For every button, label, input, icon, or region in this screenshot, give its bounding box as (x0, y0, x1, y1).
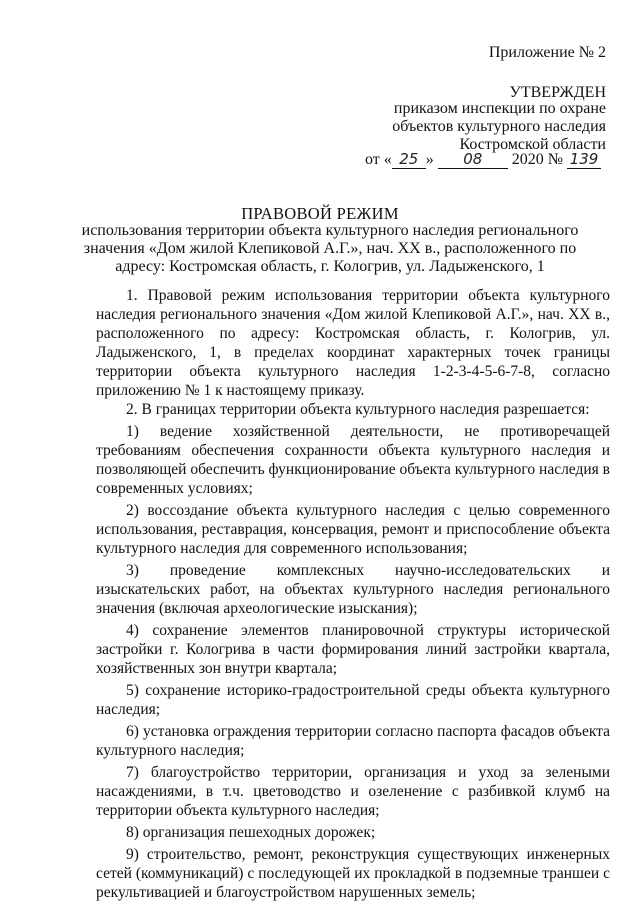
approved-stamp-text: УТВЕРЖДЕН (509, 84, 606, 101)
list-item: 2) воссоздание объекта культурного наследия с целью современного использования, реставрация, консервация, ремонт и приспособление объекта культурного наследия для современного использования; (96, 502, 610, 557)
appendix-label: Приложение № 2 (488, 44, 606, 61)
date-day-blank (392, 150, 426, 169)
date-day: 25 (399, 150, 419, 168)
list-item: 6) установка ограждения территории согласно паспорта фасадов объекта культурного наследия; (96, 723, 610, 759)
paragraph-2: 2. В границах территории объекта культурного наследия разрешается: (126, 401, 590, 418)
order-number: 139 (569, 150, 599, 168)
list-item: 5) сохранение историко-градостроительной среды объекта культурного наследия; (96, 682, 610, 718)
date-mid: » (425, 151, 434, 168)
list-item: 3) проведение комплексных научно-исследовательских и изыскательских работ, на объектах культурного наследия регионального значения (включая археологические изыскания); (96, 562, 610, 617)
list-item: 1) ведение хозяйственной деятельности, не противоречащей требованиям обеспечения сохранности объекта культурного наследия и позволяющей обеспечить функционирование объекта культурного наследия в современных условиях; (96, 423, 610, 497)
paragraph-1: 1. Правовой режим использования территории объекта культурного наследия регионального значения «Дом жилой Клепиковой А.Г.», нач. XX в., расположенного по адресу: Костромская область, г. Кологрив, ул. Ладыженского, 1, в пределах координат характерных точек границы территории объекта культурного наследия 1-2-3-4-5-6-7-8, согласно приложению № 1 к настоящему приказу. (96, 287, 610, 399)
date-month-blank (438, 150, 508, 169)
document-body (96, 286, 610, 902)
list-item: 7) благоустройство территории, организация и уход за зелеными насаждениями, в т.ч. цветоводство и озеленение с разбивкой клумб на территории объекта культурного наследия; (96, 764, 610, 819)
order-line-3: Костромской области (459, 136, 606, 153)
date-year: 2020 № (511, 151, 564, 168)
list-item: 4) сохранение элементов планировочной структуры исторической застройки г. Кологрива в части формирования линий застройки квартала, хозяйственных зон внутри квартала; (96, 622, 610, 677)
order-line-1: приказом инспекции по охране (393, 100, 606, 117)
list-item: 8) организация пешеходных дорожек; (126, 824, 376, 841)
order-date-line (365, 150, 610, 169)
date-prefix: от « (365, 151, 392, 168)
order-line-2: объектов культурного наследия (392, 118, 606, 135)
order-number-blank (567, 150, 601, 169)
document-subtitle: использования территории объекта культурного наследия регионального значения «Дом жилой Клепиковой А.Г.», нач. XX в., расположенного по адресу: Костромская область, г. Кологрив, ул. Ладыженского, 1 (81, 222, 579, 275)
list-item: 9) строительство, ремонт, реконструкция существующих инженерных сетей (коммуникаций) с последующей их прокладкой в подземные траншеи с рекультивацией и благоустройством нарушенных земель; (96, 846, 610, 901)
document-title: ПРАВОВОЙ РЕЖИМ (241, 204, 399, 223)
date-month: 08 (463, 150, 483, 168)
